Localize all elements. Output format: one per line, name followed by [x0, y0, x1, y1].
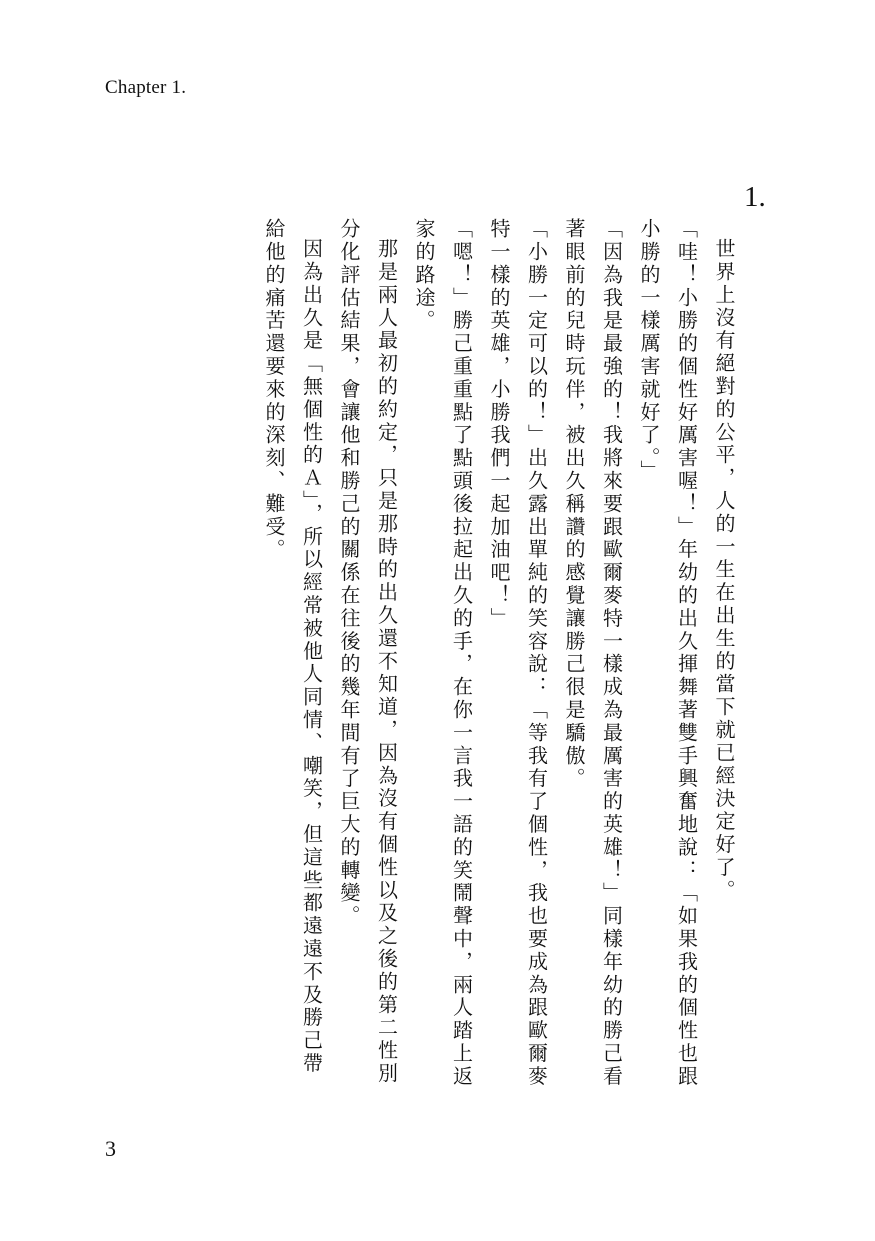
paragraph-3: 「因為我是最強的！我將來要跟歐爾麥特一樣成為最厲害的英雄！」同樣年幼的勝己看著眼前的兒時玩伴，被出久稱讚的感覺讓勝己很是驕傲。 — [562, 218, 624, 1089]
chapter-number: 1. — [744, 181, 766, 213]
page-number: 3 — [105, 1136, 116, 1161]
paragraph-4: 「小勝一定可以的！」出久露出單純的笑容說：「等我有了個性，我也要成為跟歐爾麥特一樣的英雄，小勝我們一起加油吧！」 — [487, 218, 549, 1089]
paragraph-2: 「哇！小勝的個性好厲害喔！」年幼的出久揮舞著雙手興奮地說：「如果我的個性也跟小勝的一樣厲害就好了。」 — [637, 218, 699, 1089]
paragraph-5: 「嗯！」勝己重重點了點頭後拉起出久的手，在你一言我一語的笑鬧聲中，兩人踏上返家的路途。 — [412, 218, 474, 1089]
paragraph-7: 因為出久是「無個性的Ａ」，所以經常被他人同情、嘲笑，但這些都遠遠不及勝己帶給他的痛苦還要來的深刻、難受。 — [262, 218, 324, 1076]
body-text — [127, 218, 742, 1098]
running-header: Chapter 1. — [105, 77, 187, 98]
paragraph-6: 那是兩人最初的約定，只是那時的出久還不知道，因為沒有個性以及之後的第二性別分化評估結果，會讓他和勝己的關係在往後的幾年間有了巨大的轉變。 — [337, 218, 399, 1086]
paragraph-1: 世界上沒有絕對的公平，人的一生在出生的當下就已經決定好了。 — [712, 238, 736, 903]
